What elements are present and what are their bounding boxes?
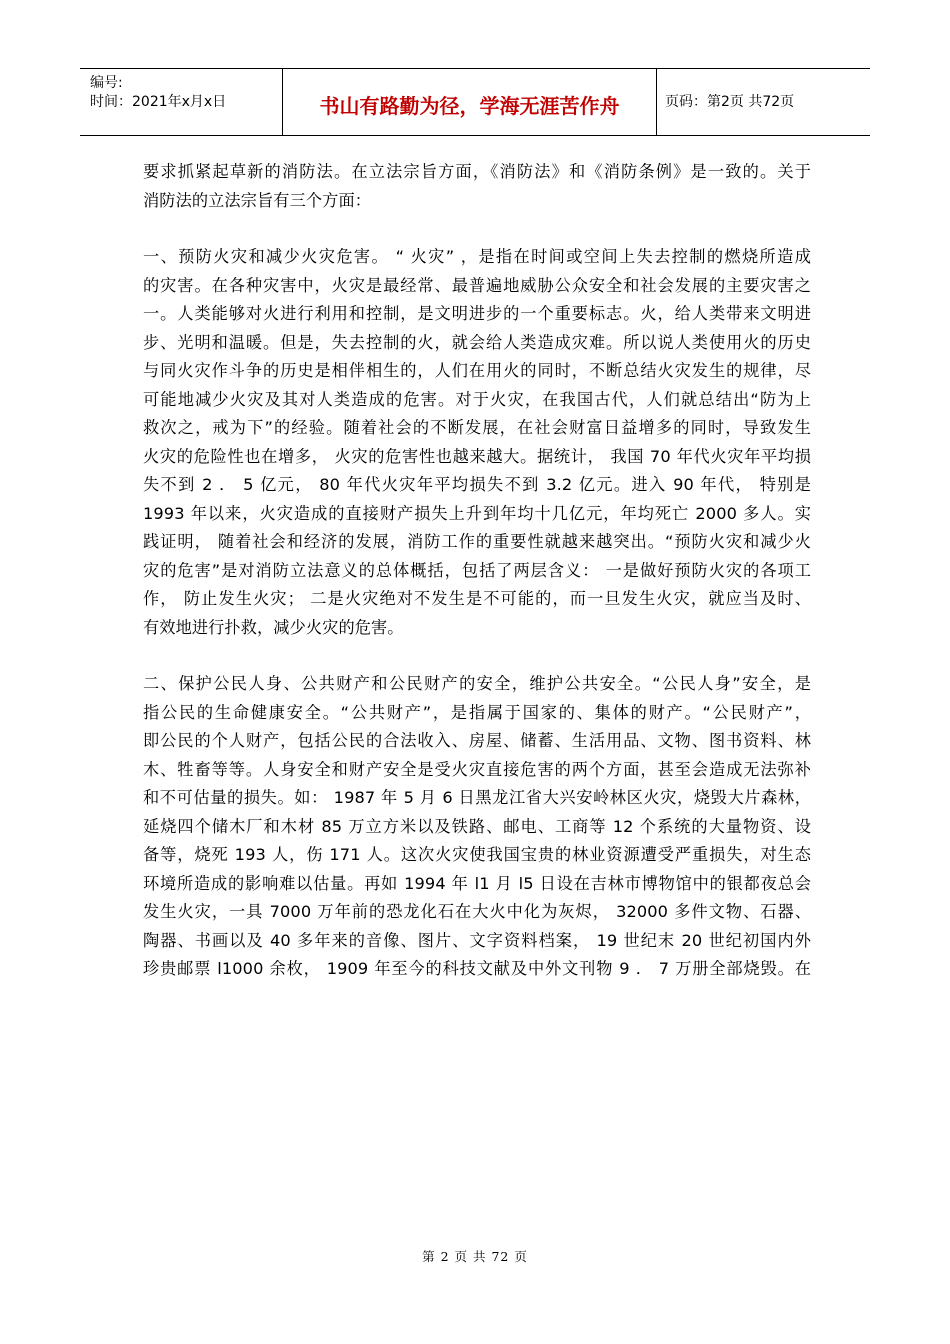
text-line: 陶器、书画以及 40 多年来的音像、图片、文字资料档案， 19 世纪末 20 世纪初国内外 — [143, 930, 811, 950]
text-line: 要求抓紧起草新的消防法。在立法宗旨方面，《消防法》和《消防条例》是一致的。关于 — [143, 162, 811, 181]
text-line: 救次之，戒为下”的经验。随着社会的不断发展，在社会财富日益增多的同时，导致发生 — [143, 418, 811, 437]
text-line: 木、牲畜等等。人身安全和财产安全是受火灾直接危害的两个方面，甚至会造成无法弥补 — [143, 759, 811, 779]
text-line: 即公民的个人财产，包括公民的合法收入、房屋、储蓄、生活用品、文物、图书资料、林 — [143, 731, 811, 750]
text-line: 失不到 2 ． 5 亿元， 80 年代火灾年平均损失不到 3.2 亿元。进入 90 年代， 特别是 — [143, 475, 811, 494]
header-table — [80, 68, 870, 136]
text-line: 一。人类能够对火进行利用和控制，是文明进步的一个重要标志。火，给人类带来文明进 — [143, 304, 811, 323]
text-line: 指公民的生命健康安全。“公共财产”，是指属于国家的、集体的财产。“公民财产”， — [143, 702, 811, 722]
text-line: 有效地进行扑救，减少火灾的危害。 — [143, 617, 404, 637]
header-meta — [80, 69, 282, 135]
text-line: 消防法的立法宗旨有三个方面： — [143, 190, 372, 210]
paragraph-3 — [143, 670, 811, 984]
text-line: 火灾的危险性也在增多， 火灾的危害性也越来越大。据统计， 我国 70 年代火灾年平均损 — [143, 446, 811, 466]
text-line: 灾的危害”是对消防立法意义的总体概括，包括了两层含义： 一是做好预防火灾的各项工 — [143, 560, 811, 580]
document-code-label: 编号: — [90, 75, 123, 91]
footer-page-number: 第 2 页 共 72 页 — [422, 1249, 528, 1264]
text-line: 一、预防火灾和减少火灾危害。 “ 火灾” ，是指在时间或空间上失去控制的燃烧所造成 — [143, 247, 811, 266]
document-date-label: 时间：2021年x月x日 — [90, 94, 227, 110]
text-line: 作， 防止发生火灾； 二是火灾绝对不发生是不可能的，而一旦发生火灾，就应当及时、 — [143, 589, 811, 608]
paragraph-2 — [143, 243, 811, 642]
text-line: 可能地减少火灾及其对人类造成的危害。对于火灾，在我国古代，人们就总结出“防为上 — [143, 389, 811, 409]
text-line: 环境所造成的影响难以估量。再如 1994 年 l1 月 l5 日设在吉林市博物馆中的银都夜总会 — [143, 873, 811, 893]
text-line: 珍贵邮票 l1000 余枚， 1909 年至今的科技文献及中外文刊物 9 ． 7 万册全部烧毁。在 — [143, 959, 811, 978]
text-line: 延烧四个储木厂和木材 85 万立方米以及铁路、邮电、工商等 12 个系统的大量物资、设 — [143, 816, 811, 836]
header-page-label: 页码：第2页 共72页 — [665, 94, 795, 110]
text-line: 备等，烧死 193 人，伤 171 人。这次火灾使我国宝贵的林业资源遭受严重损失，对生态 — [143, 845, 811, 864]
text-line: 步、光明和温暖。但是，失去控制的火，就会给人类造成灾难。所以说人类使用火的历史 — [143, 332, 811, 352]
text-line: 二、保护公民人身、公共财产和公民财产的安全，维护公共安全。“公民人身”安全，是 — [143, 674, 811, 693]
document-body — [143, 158, 811, 984]
text-line: 的灾害。在各种灾害中，火灾是最经常、最普遍地威胁公众安全和社会发展的主要灾害之 — [143, 275, 811, 295]
text-line: 与同火灾作斗争的历史是相伴相生的，人们在用火的同时，不断总结火灾发生的规律，尽 — [143, 361, 811, 380]
text-line: 和不可估量的损失。如： 1987 年 5 月 6 日黑龙江省大兴安岭林区火灾，烧毁大片森林， — [143, 788, 811, 807]
header-motto: 书山有路勤为径，学海无涯苦作舟 — [282, 69, 657, 135]
text-line: 1993 年以来，火灾造成的直接财产损失上升到年均十几亿元，年均死亡 2000 多人。实 — [143, 503, 811, 523]
text-line: 发生火灾，一具 7000 万年前的恐龙化石在大火中化为灰烬， 32000 多件文物、石器、 — [143, 902, 811, 921]
paragraph-1 — [143, 158, 811, 215]
text-line: 践证明， 随着社会和经济的发展，消防工作的重要性就越来越突出。“预防火灾和减少火 — [143, 532, 811, 551]
